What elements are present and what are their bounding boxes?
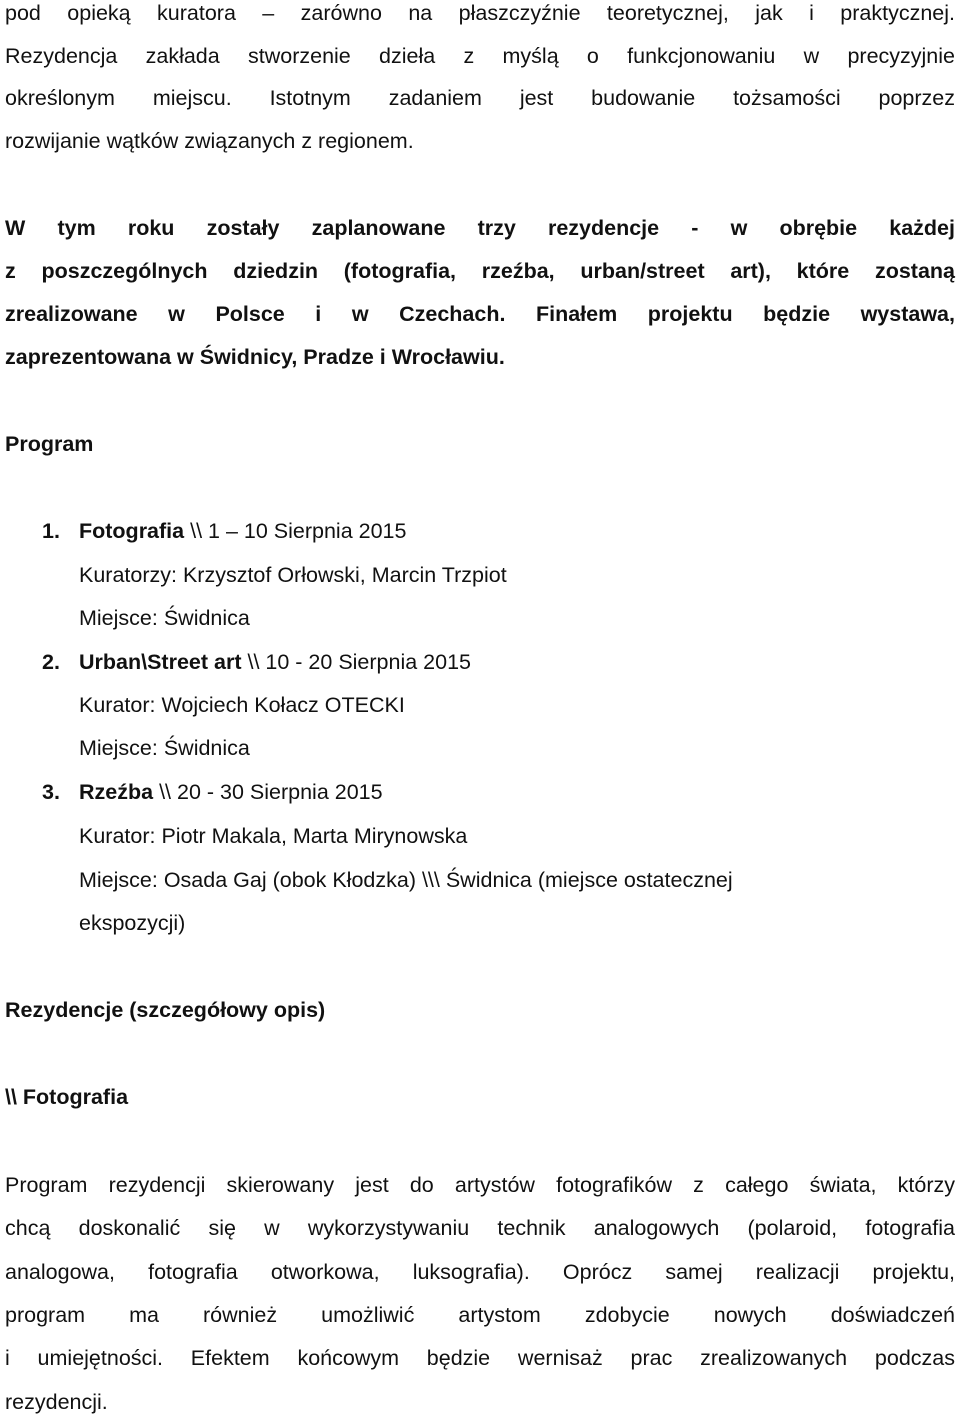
residencies-line: chcą doskonalić się w wykorzystywaniu technik analogowych (polaroid, fotografia [5,1216,955,1240]
intro-line: Rezydencja zakłada stworzenie dzieła z myślą o funkcjonowaniu w precyzyjnie [5,44,955,68]
program-heading: Program [5,432,94,456]
summary-line: W tym roku zostały zaplanowane trzy rezydencje - w obrębie każdej [5,216,955,240]
intro-line: określonym miejscu. Istotnym zadaniem jest budowanie tożsamości poprzez [5,86,955,110]
summary-line: z poszczególnych dziedzin (fotografia, rzeźba, urban/street art), które zostaną [5,259,955,283]
program-item-detail: ekspozycji) [79,911,186,935]
program-item-detail: Miejsce: Osada Gaj (obok Kłodzka) \\\ Świdnica (miejsce ostatecznej [79,868,733,892]
program-item-date: \\ 10 - 20 Sierpnia 2015 [247,650,471,674]
residencies-heading: Rezydencje (szczegółowy opis) [5,998,326,1022]
program-item-number: 1. [42,519,60,543]
intro-line: pod opieką kuratora – zarówno na płaszczyźnie teoretycznej, jak i praktycznej. [5,1,955,25]
program-item-detail: Kurator: Piotr Makala, Marta Mirynowska [79,824,468,848]
program-item-number: 3. [42,780,60,804]
program-item-header [79,782,383,804]
program-item-detail: Kuratorzy: Krzysztof Orłowski, Marcin Trzpiot [79,563,507,587]
summary-line: zrealizowane w Polsce i w Czechach. Finałem projektu będzie wystawa, [5,302,955,326]
residencies-line: program ma również umożliwić artystom zdobycie nowych doświadczeń [5,1303,955,1327]
residencies-subheading: \\ Fotografia [5,1085,129,1109]
summary-line: zaprezentowana w Świdnicy, Pradze i Wrocławiu. [5,345,505,369]
program-item-title: Urban\Street art [79,650,242,674]
program-item-title: Rzeźba [79,780,154,804]
program-item-detail: Kurator: Wojciech Kołacz OTECKI [79,693,405,717]
residencies-line: Program rezydencji skierowany jest do artystów fotografików z całego świata, którzy [5,1173,955,1197]
program-item-title: Fotografia [79,519,185,543]
program-item-detail: Miejsce: Świdnica [79,736,250,760]
residencies-line: analogowa, fotografia otworkowa, luksografia). Oprócz samej realizacji projektu, [5,1260,955,1284]
program-item-number: 2. [42,650,60,674]
program-item-header [79,652,471,674]
intro-line: rozwijanie wątków związanych z regionem. [5,129,414,153]
residencies-line: rezydencji. [5,1390,108,1414]
program-item-date: \\ 20 - 30 Sierpnia 2015 [159,780,383,804]
program-item-detail: Miejsce: Świdnica [79,606,250,630]
program-item-date: \\ 1 – 10 Sierpnia 2015 [190,519,407,543]
program-item-header [79,521,406,543]
residencies-line: i umiejętności. Efektem końcowym będzie wernisaż prac zrealizowanych podczas [5,1346,955,1370]
